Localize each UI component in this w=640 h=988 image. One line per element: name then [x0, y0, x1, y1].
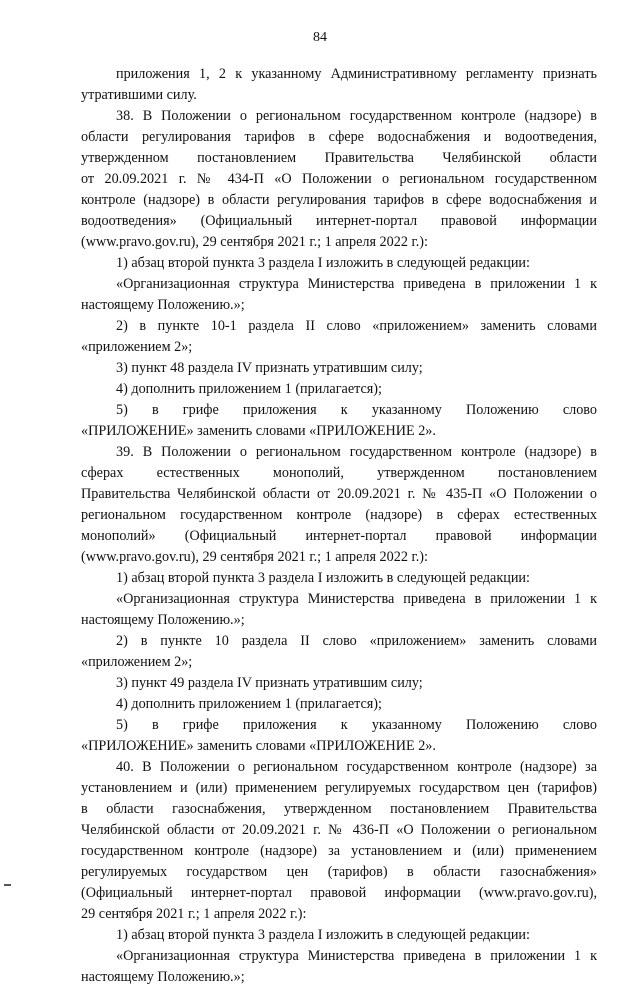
text-line: области регулирования тарифов в сфере водоснабжения и водоотведения,: [81, 129, 597, 145]
text-line: «ПРИЛОЖЕНИЕ» заменить словами «ПРИЛОЖЕНИЕ 2».: [81, 738, 436, 754]
document-body: [81, 64, 597, 988]
text-line: (Официальный интернет-портал правовой информации (www.pravo.gov.ru),: [81, 885, 597, 901]
text-line: 2) в пункте 10-1 раздела II слово «приложением» заменить словами: [116, 318, 597, 334]
margin-mark: [4, 884, 11, 886]
page-number: 84: [313, 30, 327, 45]
text-line: сферах естественных монополий, утвержденном постановлением: [81, 465, 597, 481]
text-line: (www.pravo.gov.ru), 29 сентября 2021 г.; 1 апреля 2022 г.):: [81, 234, 428, 250]
text-line: от 20.09.2021 г. № 434-П «О Положении о региональном государственном: [81, 171, 597, 187]
text-line: (www.pravo.gov.ru), 29 сентября 2021 г.; 1 апреля 2022 г.):: [81, 549, 428, 565]
text-line: 1) абзац второй пункта 3 раздела I изложить в следующей редакции:: [116, 927, 530, 943]
text-line: приложения 1, 2 к указанному Административному регламенту признать: [116, 66, 597, 82]
text-line: 39. В Положении о региональном государственном контроле (надзоре) в: [116, 444, 597, 460]
text-line: «Организационная структура Министерства приведена в приложении 1 к: [116, 591, 597, 607]
text-line: 29 сентября 2021 г.; 1 апреля 2022 г.):: [81, 906, 307, 922]
text-line: установлением и (или) применением регулируемых государством цен (тарифов): [81, 780, 597, 796]
text-line: 4) дополнить приложением 1 (прилагается);: [116, 696, 382, 712]
text-line: 4) дополнить приложением 1 (прилагается);: [116, 381, 382, 397]
text-line: государственном контроле (надзоре) за установлением и (или) применением: [81, 843, 597, 859]
text-line: «Организационная структура Министерства приведена в приложении 1 к: [116, 948, 597, 964]
text-line: настоящему Положению.»;: [81, 969, 245, 985]
text-line: водоотведения» (Официальный интернет-портал правовой информации: [81, 213, 597, 229]
text-line: настоящему Положению.»;: [81, 612, 245, 628]
text-line: 1) абзац второй пункта 3 раздела I изложить в следующей редакции:: [116, 570, 530, 586]
text-line: Челябинской области от 20.09.2021 г. № 436-П «О Положении о региональном: [81, 822, 597, 838]
text-line: 5) в грифе приложения к указанному Положению слово: [116, 402, 597, 418]
text-line: «Организационная структура Министерства приведена в приложении 1 к: [116, 276, 597, 292]
text-line: настоящему Положению.»;: [81, 297, 245, 313]
text-line: «ПРИЛОЖЕНИЕ» заменить словами «ПРИЛОЖЕНИЕ 2».: [81, 423, 436, 439]
text-line: утвержденном постановлением Правительства Челябинской области: [81, 150, 597, 166]
text-line: утратившими силу.: [81, 87, 197, 103]
text-line: 38. В Положении о региональном государственном контроле (надзоре) в: [116, 108, 597, 124]
text-line: региональном государственном контроле (надзоре) в сферах естественных: [81, 507, 597, 523]
text-line: 5) в грифе приложения к указанному Положению слово: [116, 717, 597, 733]
text-line: «приложением 2»;: [81, 654, 193, 670]
text-line: «приложением 2»;: [81, 339, 193, 355]
text-line: 2) в пункте 10 раздела II слово «приложением» заменить словами: [116, 633, 597, 649]
text-line: 1) абзац второй пункта 3 раздела I изложить в следующей редакции:: [116, 255, 530, 271]
text-line: Правительства Челябинской области от 20.09.2021 г. № 435-П «О Положении о: [81, 486, 597, 502]
text-line: 3) пункт 49 раздела IV признать утратившим силу;: [116, 675, 423, 691]
text-line: контроле (надзоре) в области регулирования тарифов в сфере водоснабжения и: [81, 192, 597, 208]
text-line: 3) пункт 48 раздела IV признать утратившим силу;: [116, 360, 423, 376]
text-line: регулируемых государством цен (тарифов) в области газоснабжения»: [81, 864, 597, 880]
text-line: 40. В Положении о региональном государственном контроле (надзоре) за: [116, 759, 597, 775]
text-line: в области газоснабжения, утвержденном постановлением Правительства: [81, 801, 597, 817]
text-line: монополий» (Официальный интернет-портал правовой информации: [81, 528, 597, 544]
